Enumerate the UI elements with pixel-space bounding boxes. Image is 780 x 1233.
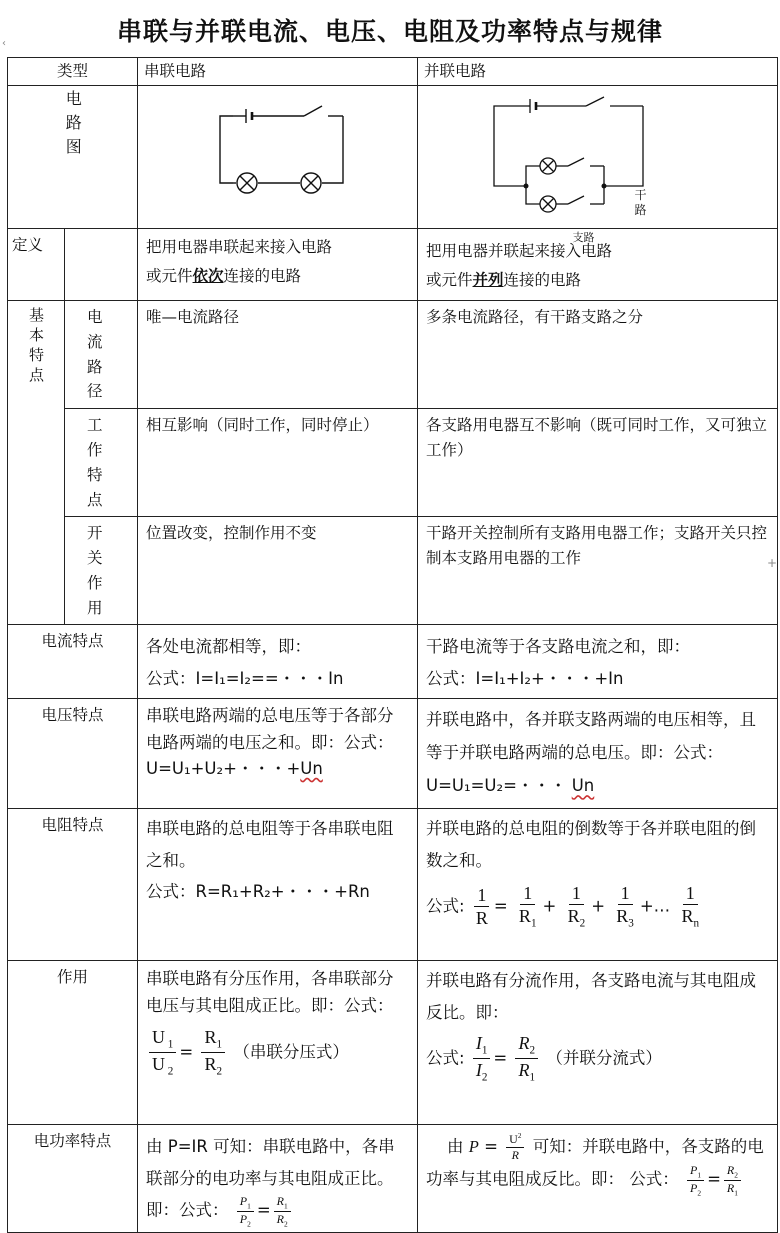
page-marker: ‹ bbox=[2, 38, 6, 49]
keyword: 并列 bbox=[472, 271, 504, 290]
header-type: 类型 bbox=[8, 58, 138, 86]
basic-parallel-1: 多条电流路径，有干路支路之分 bbox=[418, 300, 778, 408]
comparison-table bbox=[7, 57, 778, 1233]
effect-parallel bbox=[418, 961, 778, 1125]
voltage-label: 电压特点 bbox=[8, 699, 138, 809]
formula-name: （串联分压式） bbox=[233, 1042, 349, 1062]
resistance-series-formula: 公式：R=R₁+R₂+・・・+Rn bbox=[146, 881, 370, 901]
fraction: $\frac{1}{R_3}$ bbox=[616, 882, 634, 930]
definition-row bbox=[8, 229, 778, 301]
parallel-diagram-cell bbox=[418, 86, 778, 244]
fraction: $\frac{1}{R}$ bbox=[475, 884, 488, 929]
resistance-parallel-text: 并联电路的总电阻的倒数等于各并联电阻的倒数之和。 bbox=[426, 819, 757, 870]
current-row bbox=[8, 625, 778, 699]
formula-label: 公式: bbox=[426, 896, 465, 916]
voltage-parallel-formula-end: Un bbox=[571, 776, 595, 796]
voltage-series bbox=[138, 699, 418, 809]
basic-parallel-3: 干路开关控制所有支路用电器工作；支路开关只控制本支路用电器的工作 bbox=[418, 517, 778, 625]
current-label: 电流特点 bbox=[8, 625, 138, 699]
power-series-text: 由 P=IR 可知：串联电路中，各串联部分的电功率与其电阻成正比。即：公式： bbox=[146, 1137, 395, 1220]
current-series-formula: 公式：I=I₁=I₂==・・・In bbox=[146, 668, 344, 688]
effect-label: 作用 bbox=[8, 961, 138, 1125]
fraction: $\frac{I_1}{I_2}$ bbox=[473, 1032, 491, 1086]
fraction: $\frac{1}{R_2}$ bbox=[567, 882, 586, 930]
basic-sub-label-3: 开关作用 bbox=[65, 517, 138, 625]
header-parallel: 并联电路 bbox=[418, 58, 778, 86]
fraction: $\frac{R_2}{R_1}$ bbox=[515, 1032, 538, 1086]
definition-empty bbox=[65, 229, 138, 301]
series-circuit-diagram bbox=[138, 86, 417, 220]
resistance-parallel-formula: 公式: $\frac{1}{R}$ = $\frac{1}{R_1}$ + $\frac{1}{R_2}$ + $\frac{1}{R_3}$ +… $\frac{1}{R_n}$ bbox=[426, 882, 769, 932]
fraction: $\frac{U^2}{R}$ bbox=[506, 1132, 524, 1163]
parallel-circuit-diagram bbox=[418, 86, 777, 220]
current-series-text: 各处电流都相等，即： bbox=[146, 637, 312, 657]
definition-parallel-line1: 把用电器并联起来接入电路 bbox=[426, 242, 613, 261]
resistance-label: 电阻特点 bbox=[8, 809, 138, 961]
power-series: 由 P=IR 可知：串联电路中，各串联部分的电功率与其电阻成正比。即：公式： $\frac{P_1}{P_2}$ = $\frac{R_1}{R_2}$ bbox=[138, 1125, 418, 1233]
voltage-row bbox=[8, 699, 778, 809]
header-series: 串联电路 bbox=[138, 58, 418, 86]
diagram-row bbox=[8, 86, 778, 229]
basic-series-2: 相互影响（同时工作，同时停止） bbox=[138, 409, 418, 517]
keyword: 依次 bbox=[192, 267, 224, 286]
current-parallel bbox=[418, 625, 778, 699]
plus-icon: + bbox=[767, 556, 778, 570]
series-diagram-cell bbox=[138, 86, 418, 229]
resistance-parallel bbox=[418, 809, 778, 961]
current-parallel-text: 干路电流等于各支路电流之和，即： bbox=[426, 637, 691, 657]
power-parallel: 由 P = $\frac{U^2}{R}$ 可知：并联电路中，各支路的电功率与其电阻成反比。即： 公式： $\frac{P_1}{P_2}$ = $\frac{R_2}{R_1}$ bbox=[418, 1125, 778, 1233]
basic-parallel-2: 各支路用电器互不影响（既可同时工作，又可独立工作） bbox=[418, 409, 778, 517]
effect-parallel-text: 并联电路有分流作用，各支路电流与其电阻成反比。即： bbox=[426, 971, 757, 1022]
fraction: $\frac{U _1}{U _2}$ bbox=[149, 1026, 176, 1080]
page-title: 串联与并联电流、电压、电阻及功率特点与规律 bbox=[116, 17, 663, 46]
voltage-parallel bbox=[418, 699, 778, 809]
formula-name: （并联分流式） bbox=[546, 1048, 662, 1068]
basic-label: 基本特点 bbox=[27, 306, 45, 387]
current-series bbox=[138, 625, 418, 699]
power-parallel-text: 可知：并联电路中，各支路的电功率与其电阻成反比。即： bbox=[426, 1137, 764, 1189]
text: 连接的电路 bbox=[503, 271, 582, 290]
basic-series-1: 唯—电流路径 bbox=[138, 300, 418, 408]
header-row bbox=[8, 58, 778, 86]
effect-series bbox=[138, 961, 418, 1125]
branch-label: 支路 bbox=[572, 230, 595, 244]
voltage-series-text: 串联电路两端的总电压等于各部分电路两端的电压之和。即：公式： bbox=[146, 706, 394, 752]
text: 或元件 bbox=[146, 267, 193, 286]
basic-sub-label-1: 电流路径 bbox=[65, 300, 138, 408]
fraction: $\frac{1}{R_n}$ bbox=[681, 882, 700, 930]
fraction: $\frac{R_2}{R_1}$ bbox=[724, 1163, 741, 1197]
fraction: $\frac{P_1}{P_2}$ bbox=[237, 1194, 254, 1228]
fraction: $\frac{R_1}{R_2}$ bbox=[201, 1026, 225, 1080]
definition-series-line1: 把用电器串联起来接入电路 bbox=[146, 238, 333, 257]
definition-parallel-line2 bbox=[426, 266, 769, 295]
fraction: $\frac{P_1}{P_2}$ bbox=[687, 1163, 704, 1197]
basic-row-3 bbox=[8, 517, 778, 625]
diagram-label-cell bbox=[8, 86, 138, 229]
resistance-row bbox=[8, 809, 778, 961]
voltage-parallel-text: 并联电路中，各并联支路两端的电压相等，且等于并联电路两端的总电压。即：公式：U=U₁=U₂=・・・ bbox=[426, 710, 757, 796]
basic-row-1 bbox=[8, 300, 778, 408]
main-circuit-label: 干路 bbox=[634, 187, 647, 218]
effect-series-text: 串联电路有分压作用，各串联部分电压与其电阻成正比。即：公式： bbox=[146, 969, 394, 1016]
definition-series bbox=[138, 229, 418, 301]
fraction: $\frac{1}{R_1}$ bbox=[518, 882, 537, 930]
current-parallel-formula: 公式：I=I₁+I₂+・・・+In bbox=[426, 668, 624, 688]
definition-label: 定义 bbox=[8, 229, 65, 301]
voltage-series-formula: U=U₁+U₂+・・・+ bbox=[146, 758, 301, 778]
text: 或元件 bbox=[426, 271, 473, 290]
effect-parallel-formula: 公式: $\frac{I_1}{I_2}$ = $\frac{R_2}{R_1}$ （并联分流式） bbox=[426, 1032, 662, 1084]
basic-sub-label-2: 工作特点 bbox=[65, 409, 138, 517]
voltage-series-formula-end: Un bbox=[300, 758, 323, 778]
fraction: $\frac{R_1}{R_2}$ bbox=[274, 1194, 291, 1228]
basic-label-cell bbox=[8, 300, 65, 625]
basic-series-3: 位置改变，控制作用不变 bbox=[138, 517, 418, 625]
resistance-series-text: 串联电路的总电阻等于各串联电阻之和。 bbox=[146, 819, 394, 870]
definition-series-line2 bbox=[146, 262, 409, 291]
effect-series-formula: $\frac{U _1}{U _2}$ = $\frac{R_1}{R_2}$ （串联分压式） bbox=[146, 1026, 409, 1080]
definition-parallel bbox=[418, 229, 778, 301]
effect-row bbox=[8, 961, 778, 1125]
formula-label: 公式： bbox=[629, 1169, 679, 1189]
power-label: 电功率特点 bbox=[8, 1125, 138, 1233]
resistance-series bbox=[138, 809, 418, 961]
formula-label: 公式: bbox=[426, 1048, 465, 1068]
basic-row-2 bbox=[8, 409, 778, 517]
power-row bbox=[8, 1125, 778, 1233]
power-parallel-pre: 由 bbox=[447, 1137, 464, 1157]
diagram-label: 电路图 bbox=[63, 90, 83, 163]
text: 连接的电路 bbox=[223, 267, 302, 286]
